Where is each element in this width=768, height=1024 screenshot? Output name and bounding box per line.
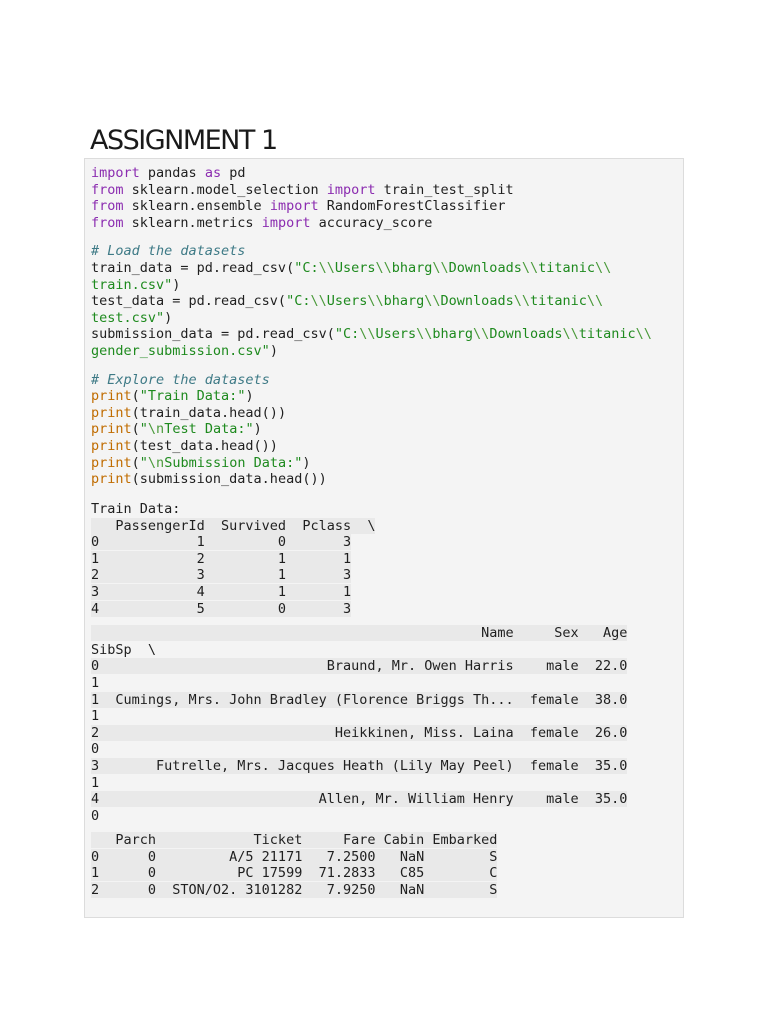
output-line — [91, 567, 627, 584]
code-line — [91, 260, 652, 277]
code-line — [91, 243, 652, 260]
code-token: ) — [253, 421, 262, 438]
code-token: train_data = pd.read_csv( — [91, 259, 295, 276]
output-line — [91, 758, 627, 775]
output-line — [91, 824, 627, 832]
code-token: sklearn.model_selection — [123, 181, 327, 198]
code-token: ) — [245, 388, 254, 405]
code-token: import — [91, 165, 140, 181]
code-token: ( — [131, 454, 140, 471]
code-token: \\ — [586, 293, 604, 310]
code-token: # Load the datasets — [91, 243, 246, 260]
code-token: \\ — [595, 259, 612, 276]
output-text: PassengerId Survived Pclass \ — [91, 517, 376, 534]
output-text: Parch Ticket Fare Cabin Embarked — [91, 832, 498, 849]
code-token: "C: — [286, 293, 311, 310]
output-line — [91, 708, 627, 725]
code-token: from — [91, 181, 124, 198]
output-line — [91, 584, 627, 601]
output-line — [91, 551, 627, 568]
output-block — [91, 501, 627, 899]
output-text: 1 — [91, 774, 100, 791]
output-text: Train Data: — [91, 501, 181, 517]
code-token: sklearn.metrics — [123, 214, 262, 231]
code-token: " — [139, 454, 148, 471]
code-token: ) — [302, 454, 311, 471]
code-token: \n — [147, 454, 165, 471]
output-line — [91, 808, 627, 825]
output-line — [91, 534, 627, 551]
output-line — [91, 882, 627, 899]
output-line — [91, 832, 627, 849]
code-line — [91, 388, 652, 405]
code-line — [91, 405, 652, 422]
code-token: test.csv" — [91, 309, 165, 326]
code-token: from — [91, 214, 124, 231]
code-token: \\ — [416, 326, 433, 343]
output-text: 1 — [91, 708, 100, 725]
output-line — [91, 601, 627, 618]
code-token: \\ — [367, 293, 384, 310]
code-token: \\ — [310, 293, 327, 310]
code-token: Users — [326, 293, 368, 310]
code-token: from — [91, 198, 124, 215]
output-line — [91, 617, 627, 625]
code-token: "Train Data:" — [139, 388, 246, 405]
output-text: 1 2 1 1 — [91, 550, 352, 567]
code-token: \n — [147, 421, 165, 438]
code-line — [91, 293, 652, 310]
output-line — [91, 501, 627, 518]
output-line — [91, 791, 627, 808]
code-token: titanic — [578, 326, 636, 343]
code-token: \\ — [432, 259, 449, 276]
code-token: Submission Data:" — [164, 454, 303, 471]
code-token: print — [91, 388, 132, 405]
output-text: 0 1 0 3 — [91, 534, 352, 551]
output-line — [91, 642, 627, 659]
code-token: bharg — [391, 259, 433, 276]
code-token: \\ — [473, 326, 490, 343]
code-token: as — [204, 165, 222, 181]
code-token: bharg — [383, 293, 425, 310]
code-line — [91, 277, 652, 294]
code-token: gender_submission.csv" — [91, 342, 270, 359]
code-token: # Explore the datasets — [91, 371, 270, 388]
code-token: pandas — [139, 165, 205, 181]
code-token: "C: — [294, 259, 319, 276]
output-text: 2 0 STON/O2. 3101282 7.9250 NaN S — [91, 882, 498, 899]
output-line — [91, 865, 627, 882]
code-token: pd — [221, 165, 246, 181]
code-token: Test Data:" — [164, 421, 254, 438]
code-token: Downloads — [489, 326, 563, 343]
code-token: \\ — [521, 259, 539, 276]
code-line — [91, 326, 652, 343]
code-token: import — [269, 198, 319, 215]
code-token: ) — [269, 342, 278, 359]
code-token: sklearn.ensemble — [123, 198, 270, 215]
code-token: Downloads — [448, 259, 522, 276]
output-line — [91, 741, 627, 758]
code-line — [91, 438, 652, 455]
output-text: 4 Allen, Mr. William Henry male 35.0 — [91, 791, 628, 808]
code-token: \\ — [635, 326, 652, 343]
code-token: import — [261, 214, 311, 231]
output-line — [91, 518, 627, 535]
code-line — [91, 182, 652, 199]
output-line — [91, 725, 627, 742]
output-text: 2 3 1 3 — [91, 567, 352, 584]
code-token: (test_data.head()) — [131, 437, 278, 454]
code-line — [91, 310, 652, 327]
output-text: 1 — [91, 674, 100, 691]
code-token: ) — [172, 276, 181, 293]
output-text: 3 4 1 1 — [91, 583, 352, 600]
code-token: titanic — [538, 259, 595, 276]
code-token: RandomForestClassifier — [318, 198, 506, 215]
code-token: print — [91, 404, 132, 421]
code-line — [91, 455, 652, 472]
code-line — [91, 360, 652, 372]
code-token: \\ — [513, 293, 530, 310]
output-text: 0 — [91, 741, 100, 758]
code-token: (train_data.head()) — [131, 404, 287, 421]
code-token: \\ — [375, 259, 392, 276]
code-token: ( — [131, 421, 140, 438]
code-token: import — [326, 181, 376, 198]
code-token: print — [91, 454, 132, 471]
output-text: 0 Braund, Mr. Owen Harris male 22.0 — [91, 658, 628, 675]
output-text: SibSp \ — [91, 641, 157, 658]
code-token: \\ — [424, 293, 441, 310]
code-token: accuracy_score — [310, 214, 433, 231]
code-token: (submission_data.head()) — [131, 471, 327, 488]
output-line — [91, 625, 627, 642]
output-line — [91, 692, 627, 709]
code-block[interactable] — [91, 165, 652, 488]
code-token: print — [91, 471, 132, 488]
code-token: ( — [131, 388, 140, 405]
output-text: Name Sex Age — [91, 625, 628, 642]
code-line — [91, 471, 652, 488]
code-line — [91, 343, 652, 360]
code-token: submission_data = pd.read_csv( — [91, 326, 335, 343]
code-token: print — [91, 421, 132, 438]
output-text: 1 0 PC 17599 71.2833 C85 C — [91, 865, 498, 882]
code-token: train_test_split — [375, 181, 514, 198]
code-token: \\ — [318, 259, 335, 276]
output-text: 3 Futrelle, Mrs. Jacques Heath (Lily May Peel) female 35.0 — [91, 757, 628, 774]
code-token: print — [91, 437, 132, 454]
output-text: 0 — [91, 807, 100, 824]
code-line — [91, 372, 652, 389]
code-token: test_data = pd.read_csv( — [91, 293, 287, 310]
code-token: Users — [375, 326, 417, 343]
code-line — [91, 198, 652, 215]
code-token: \\ — [359, 326, 376, 343]
code-token: Users — [334, 259, 376, 276]
code-line — [91, 421, 652, 438]
code-token: \\ — [562, 326, 579, 343]
output-line — [91, 849, 627, 866]
output-text: 4 5 0 3 — [91, 600, 352, 617]
code-token: "C: — [334, 326, 360, 343]
output-text: 0 0 A/5 21171 7.2500 NaN S — [91, 848, 498, 865]
code-line — [91, 231, 652, 243]
code-token: ) — [164, 309, 173, 326]
output-line — [91, 675, 627, 692]
code-token: Downloads — [440, 293, 514, 310]
notebook-cell — [84, 158, 684, 918]
output-line — [91, 658, 627, 675]
output-text: 1 Cumings, Mrs. John Bradley (Florence Briggs Th... female 38.0 — [91, 691, 628, 708]
code-line — [91, 165, 652, 182]
page-title: ASSIGNMENT 1 — [90, 125, 277, 156]
code-token: titanic — [529, 293, 587, 310]
code-token: train.csv" — [91, 276, 173, 293]
code-token: bharg — [432, 326, 474, 343]
code-token: " — [139, 421, 148, 438]
output-line — [91, 775, 627, 792]
code-line — [91, 215, 652, 232]
output-text: 2 Heikkinen, Miss. Laina female 26.0 — [91, 724, 628, 741]
